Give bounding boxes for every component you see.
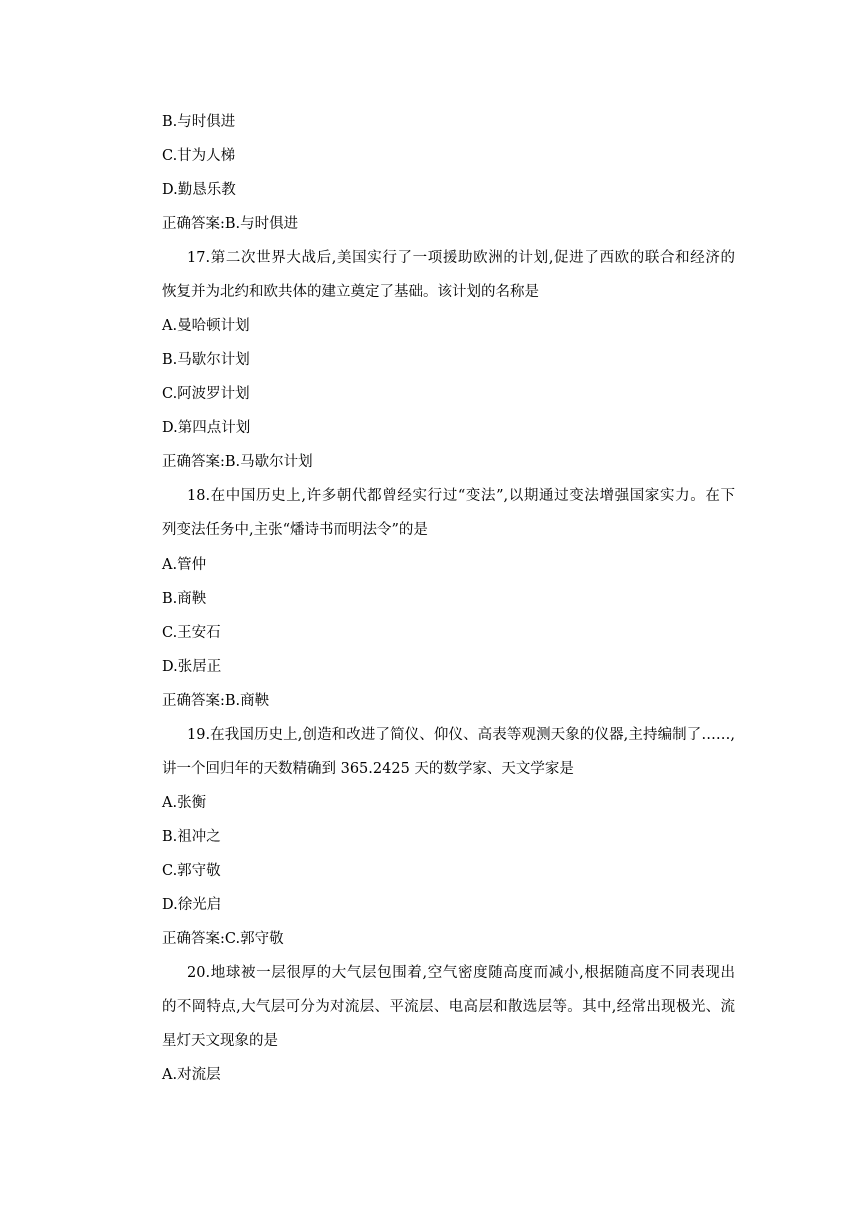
question-17-option-d: D.第四点计划 (162, 420, 251, 436)
question-17-option-b: B.马歇尔计划 (162, 352, 250, 368)
question-17-option-a: A.曼哈顿计划 (162, 318, 250, 334)
option-c: C.甘为人梯 (162, 148, 236, 164)
question-19-option-a: A.张衡 (162, 795, 207, 811)
question-18-option-c: C.王安石 (162, 625, 221, 641)
option-d: D.勤恳乐教 (162, 182, 236, 198)
question-18-text-line2: 列变法任务中,主张“燔诗书而明法令”的是 (162, 522, 428, 538)
question-18-answer: 正确答案:B.商鞅 (162, 693, 270, 709)
question-17-answer: 正确答案:B.马歇尔计划 (162, 454, 313, 470)
question-18-text-line1: 18.在中国历史上,许多朝代都曾经实行过“变法”,以期通过变法增强国家实力。在下 (187, 488, 735, 504)
question-19-text-line1: 19.在我国历史上,创造和改进了简仪、仰仪、高表等观测天象的仪器,主持编制了……, (187, 727, 735, 743)
question-19-option-c: C.郭守敬 (162, 863, 221, 879)
question-19-option-d: D.徐光启 (162, 897, 222, 913)
question-18-option-b: B.商鞅 (162, 591, 207, 607)
question-19-answer: 正确答案:C.郭守敬 (162, 931, 284, 947)
question-20-text-line3: 星灯天文现象的是 (162, 1033, 278, 1049)
question-20-option-a: A.对流层 (162, 1067, 221, 1083)
question-19-option-b: B.祖冲之 (162, 829, 221, 845)
question-18-option-a: A.管仲 (162, 557, 207, 573)
option-b: B.与时俱进 (162, 114, 236, 130)
question-18-option-d: D.张居正 (162, 659, 222, 675)
question-17-text-line2: 恢复并为北约和欧共体的建立奠定了基础。该计划的名称是 (162, 284, 539, 300)
answer-line: 正确答案:B.与时俱进 (162, 216, 299, 232)
question-20-text-line1: 20.地球被一层很厚的大气层包围着,空气密度随高度而减小,根据随高度不同表现出 (187, 965, 735, 981)
question-19-text-line2: 讲一个回归年的天数精确到 365.2425 天的数学家、天文学家是 (162, 761, 574, 777)
question-20-text-line2: 的不岡特点,大气层可分为对流层、平流层、电高层和散选层等。其中,经常出现极光、流 (162, 999, 735, 1015)
question-17-option-c: C.阿波罗计划 (162, 386, 250, 402)
question-17-text-line1: 17.第二次世界大战后,美国实行了一项援助欧洲的计划,促进了西欧的联合和经济的 (187, 250, 735, 266)
